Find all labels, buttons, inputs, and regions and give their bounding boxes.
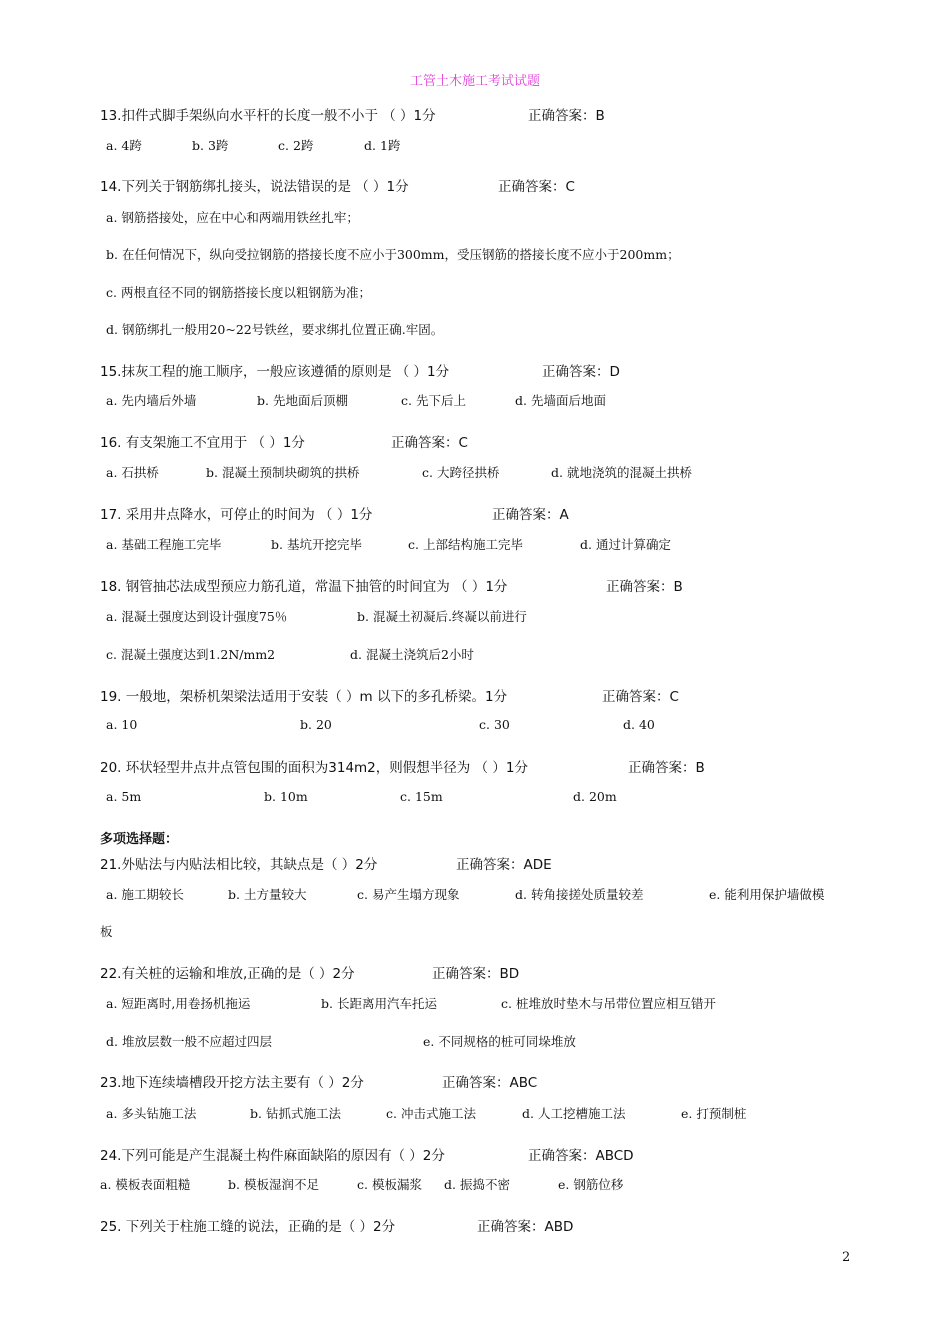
option: c. 2跨 xyxy=(278,138,314,153)
option: d. 40 xyxy=(623,717,655,732)
answer-20: 正确答案：B xyxy=(628,760,705,776)
option: b. 10m xyxy=(264,789,308,804)
option: d. 1跨 xyxy=(364,138,401,153)
page-number: 2 xyxy=(842,1250,851,1265)
answer-18: 正确答案：B xyxy=(606,579,683,595)
question-20: 20. 环状轻型井点井点管包围的面积为314m2，则假想半径为 （ ）1分 xyxy=(100,760,528,776)
option: a. 钢筋搭接处，应在中心和两端用铁丝扎牢； xyxy=(106,210,359,225)
answer-24: 正确答案：ABCD xyxy=(528,1148,634,1164)
option: d. 混凝土浇筑后2小时 xyxy=(350,647,474,662)
option: a. 混凝土强度达到设计强度75％ xyxy=(106,609,288,624)
option: b. 20 xyxy=(300,717,332,732)
question-16: 16. 有支架施工不宜用于 （ ）1分 xyxy=(100,435,305,451)
option: a. 模板表面粗糙 xyxy=(100,1177,191,1192)
option: b. 土方量较大 xyxy=(228,887,307,902)
option: a. 短距离时,用卷扬机拖运 xyxy=(106,996,251,1011)
page-header-title: 工管土木施工考试试题 xyxy=(409,74,540,89)
option: c. 两根直径不同的钢筋搭接长度以粗钢筋为准； xyxy=(106,285,371,300)
option: d. 人工挖槽施工法 xyxy=(522,1106,626,1121)
option: d. 钢筋绑扎一般用20~22号铁丝，要求绑扎位置正确.牢固。 xyxy=(106,322,444,337)
option: e. 打预制桩 xyxy=(681,1106,747,1121)
option: c. 易产生塌方现象 xyxy=(357,887,460,902)
option: b. 基坑开挖完毕 xyxy=(271,537,362,552)
option: b. 混凝土初凝后.终凝以前进行 xyxy=(357,609,527,624)
question-15: 15.抹灰工程的施工顺序，一般应该遵循的原则是 （ ）1分 xyxy=(100,364,450,380)
question-24: 24.下列可能是产生混凝土构件麻面缺陷的原因有（ ）2分 xyxy=(100,1148,445,1164)
question-25: 25. 下列关于柱施工缝的说法，正确的是（ ）2分 xyxy=(100,1219,396,1235)
option: b. 先地面后顶棚 xyxy=(257,393,348,408)
answer-14: 正确答案：C xyxy=(498,179,575,195)
option: d. 堆放层数一般不应超过四层 xyxy=(106,1034,272,1049)
answer-15: 正确答案：D xyxy=(542,364,620,380)
answer-23: 正确答案：ABC xyxy=(442,1075,538,1091)
option: a. 5m xyxy=(106,789,142,804)
option: d. 先墙面后地面 xyxy=(515,393,606,408)
question-13: 13.扣件式脚手架纵向水平杆的长度一般不小于 （ ）1分 xyxy=(100,108,436,124)
answer-25: 正确答案：ABD xyxy=(477,1219,574,1235)
section-heading-multiple-choice: 多项选择题： xyxy=(100,832,179,847)
answer-21: 正确答案：ADE xyxy=(456,857,552,873)
option: a. 基础工程施工完毕 xyxy=(106,537,222,552)
option: d. 转角接搓处质量较差 xyxy=(515,887,644,902)
question-19: 19. 一般地，架桥机架梁法适用于安装（ ）m 以下的多孔桥梁。1分 xyxy=(100,689,508,705)
option: c. 先下后上 xyxy=(401,393,466,408)
option: c. 桩堆放时垫木与吊带位置应相互错开 xyxy=(501,996,716,1011)
option: d. 20m xyxy=(573,789,617,804)
option: c. 15m xyxy=(400,789,443,804)
option: a. 多头钻施工法 xyxy=(106,1106,197,1121)
option: d. 就地浇筑的混凝土拱桥 xyxy=(551,465,692,480)
option: a. 10 xyxy=(106,717,138,732)
option: b. 长距离用汽车托运 xyxy=(321,996,437,1011)
option: b. 在任何情况下，纵向受拉钢筋的搭接长度不应小于300mm，受压钢筋的搭接长度不应小于200mm； xyxy=(106,247,680,262)
question-17: 17. 采用井点降水，可停止的时间为 （ ）1分 xyxy=(100,507,373,523)
question-18: 18. 钢管抽芯法成型预应力筋孔道，常温下抽管的时间宜为 （ ）1分 xyxy=(100,579,508,595)
option: c. 模板漏浆 xyxy=(357,1177,422,1192)
option: e. 能利用保护墙做模 xyxy=(709,887,825,902)
answer-16: 正确答案：C xyxy=(391,435,468,451)
option: a. 施工期较长 xyxy=(106,887,184,902)
question-14: 14.下列关于钢筋绑扎接头，说法错误的是 （ ）1分 xyxy=(100,179,409,195)
option: c. 上部结构施工完毕 xyxy=(408,537,523,552)
answer-13: 正确答案：B xyxy=(528,108,605,124)
option: d. 振捣不密 xyxy=(444,1177,510,1192)
option: c. 30 xyxy=(479,717,510,732)
option: e. 不同规格的桩可同垛堆放 xyxy=(423,1034,576,1049)
option: b. 钻抓式施工法 xyxy=(250,1106,341,1121)
option: a. 4跨 xyxy=(106,138,142,153)
option-continuation: 板 xyxy=(100,924,113,939)
answer-17: 正确答案：A xyxy=(492,507,569,523)
option: e. 钢筋位移 xyxy=(558,1177,624,1192)
option: a. 石拱桥 xyxy=(106,465,159,480)
option: b. 混凝土预制块砌筑的拱桥 xyxy=(206,465,360,480)
question-21: 21.外贴法与内贴法相比较，其缺点是（ ）2分 xyxy=(100,857,378,873)
question-22: 22.有关桩的运输和堆放,正确的是（ ）2分 xyxy=(100,966,355,982)
option: a. 先内墙后外墙 xyxy=(106,393,197,408)
option: c. 冲击式施工法 xyxy=(386,1106,476,1121)
option: b. 模板湿润不足 xyxy=(228,1177,319,1192)
option: d. 通过计算确定 xyxy=(580,537,671,552)
option: c. 大跨径拱桥 xyxy=(422,465,500,480)
option: b. 3跨 xyxy=(192,138,229,153)
question-23: 23.地下连续墙槽段开挖方法主要有（ ）2分 xyxy=(100,1075,364,1091)
option: c. 混凝土强度达到1.2N/mm2 xyxy=(106,647,276,662)
answer-22: 正确答案：BD xyxy=(432,966,520,982)
answer-19: 正确答案：C xyxy=(602,689,679,705)
